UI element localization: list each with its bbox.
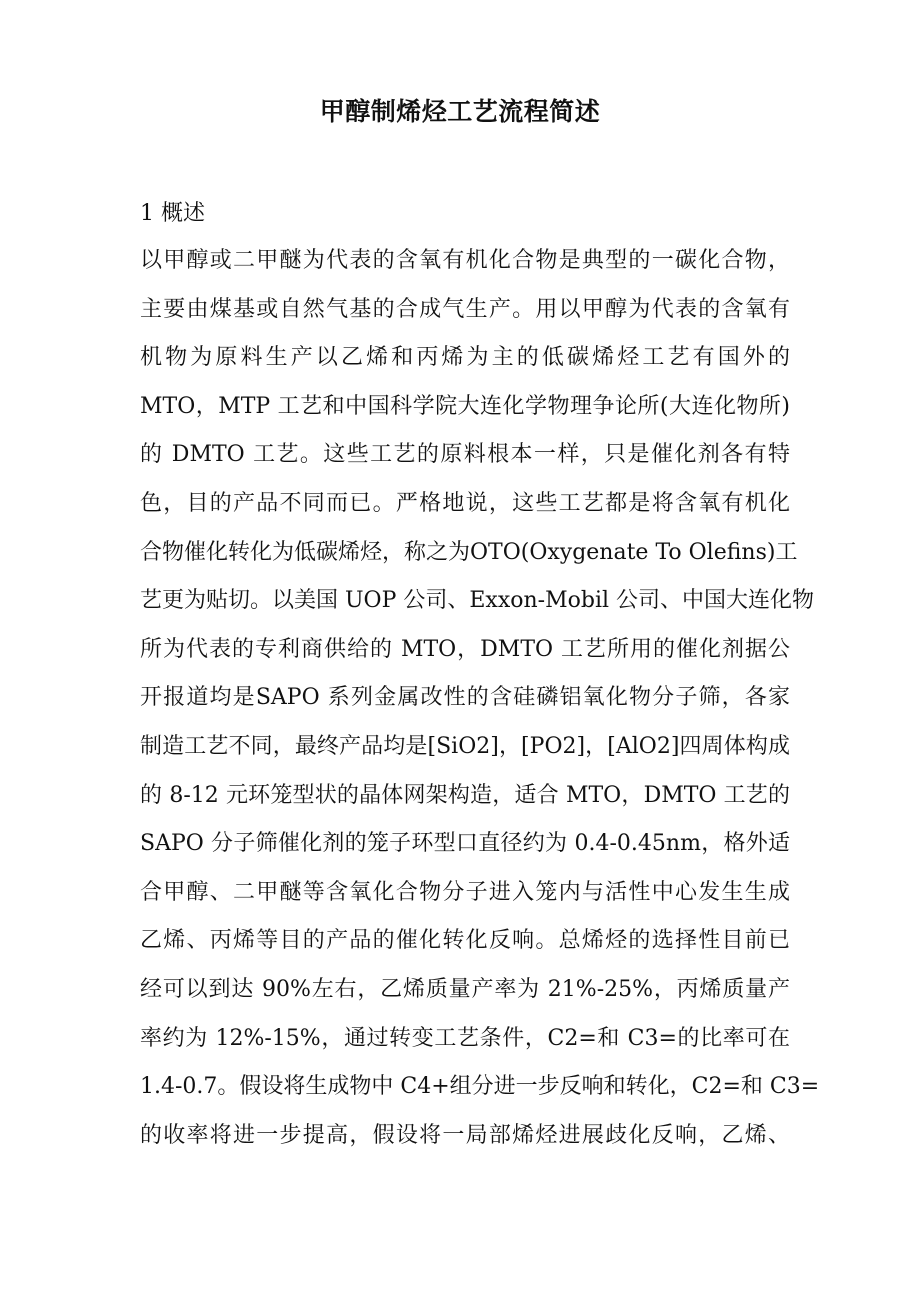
paragraph-line: 主要由煤基或自然气基的合成气生产。用以甲醇为代表的含氧有 [140, 296, 790, 322]
paragraph-line: MTO，MTP 工艺和中国科学院大连化学物理争论所(大连化物所) [140, 393, 790, 419]
paragraph-line: 开报道均是SAPO 系列金属改性的含硅磷铝氧化物分子筛，各家 [140, 685, 790, 711]
paragraph-line: 色，目的产品不同而已。严格地说，这些工艺都是将含氧有机化 [140, 490, 790, 516]
paragraph-line: 合甲醇、二甲醚等含氧化合物分子进入笼内与活性中心发生生成 [140, 879, 790, 905]
paragraph-line: 机物为原料生产以乙烯和丙烯为主的低碳烯烃工艺有国外的 [140, 345, 790, 371]
paragraph-line: 艺更为贴切。以美国 UOP 公司、Exxon-Mobil 公司、中国大连化物 [140, 588, 815, 614]
paragraph-line: 合物催化转化为低碳烯烃，称之为OTO(Oxygenate To Olefins)工 [140, 539, 798, 565]
section-heading: 1 概述 [140, 201, 205, 226]
paragraph-line: SAPO 分子筛催化剂的笼子环型口直径约为 0.4-0.45nm，格外适 [140, 831, 790, 857]
paragraph-line: 1.4-0.7。假设将生成物中 C4+组分进一步反响和转化，C2=和 C3= [140, 1074, 820, 1100]
paragraph-line: 乙烯、丙烯等目的产品的催化转化反响。总烯烃的选择性目前已 [140, 928, 790, 954]
paragraph-line: 的 8-12 元环笼型状的晶体网架构造，适合 MTO，DMTO 工艺的 [140, 782, 790, 808]
paragraph-line: 制造工艺不同，最终产品均是[SiO2]，[PO2]，[AlO2]四周体构成 [140, 733, 790, 759]
paragraph-line: 的 DMTO 工艺。这些工艺的原料根本一样，只是催化剂各有特 [140, 442, 790, 468]
paragraph-line: 以甲醇或二甲醚为代表的含氧有机化合物是典型的一碳化合物， [140, 248, 790, 273]
paragraph-line: 经可以到达 90%左右，乙烯质量产率为 21%-25%，丙烯质量产 [140, 976, 790, 1002]
paragraph-line: 所为代表的专利商供给的 MTO，DMTO 工艺所用的催化剂据公 [140, 636, 790, 662]
paragraph-line: 率约为 12%-15%，通过转变工艺条件，C2=和 C3=的比率可在 [140, 1025, 790, 1051]
document-title: 甲醇制烯烃工艺流程简述 [319, 97, 601, 126]
body-paragraph [140, 243, 820, 1166]
paragraph-line: 的收率将进一步提高，假设将一局部烯烃进展歧化反响，乙烯、 [140, 1122, 790, 1148]
